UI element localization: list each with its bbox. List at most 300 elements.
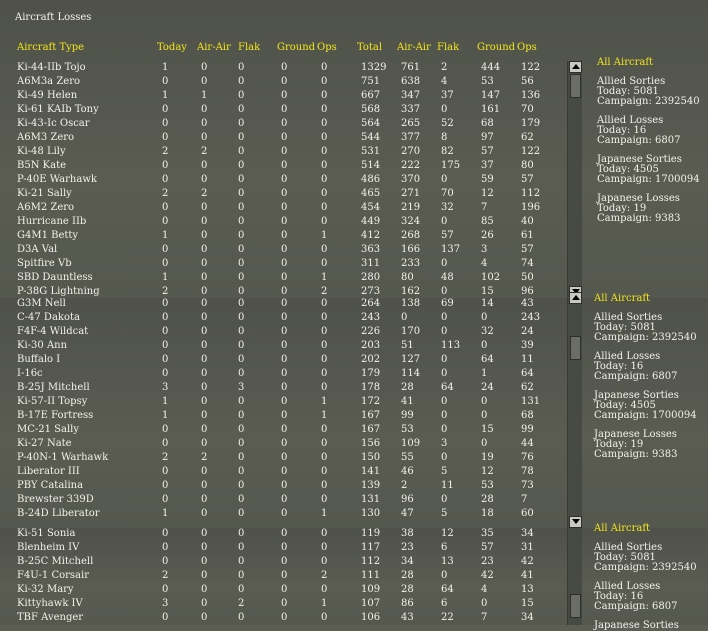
japanese-sorties-label: Japanese Sorties [594,620,679,631]
value-cell: 0 [162,104,169,115]
value-cell: 109 [401,438,421,449]
japanese-losses-label: Japanese Losses [597,193,680,204]
value-cell: 1 [321,410,328,421]
value-cell: 46 [401,466,414,477]
value-cell: 0 [162,556,169,567]
value-cell: 2 [162,188,169,199]
scrollbar[interactable] [567,61,582,298]
value-cell: 0 [162,326,169,337]
value-cell: 0 [162,354,169,365]
value-cell: 0 [321,202,328,213]
window-title: Aircraft Losses [15,12,92,23]
value-cell: 80 [401,272,414,283]
value-cell: 0 [321,584,328,595]
value-cell: 0 [201,528,208,539]
value-cell: 370 [401,174,421,185]
value-cell: 53 [481,480,494,491]
value-cell: 751 [361,76,381,87]
summary-title: All Aircraft [594,293,651,304]
value-cell: 0 [201,160,208,171]
value-cell: 0 [238,612,245,623]
allied-losses-campaign: Campaign: 6807 [597,135,681,146]
value-cell: 39 [521,340,534,351]
japanese-losses-today: Today: 19 [594,439,644,450]
value-cell: 1329 [361,62,387,73]
value-cell: 53 [401,424,414,435]
value-cell: 131 [361,494,381,505]
scroll-thumb[interactable] [570,74,581,98]
value-cell: 2 [238,598,245,609]
value-cell: 0 [441,452,448,463]
value-cell: 0 [321,326,328,337]
value-cell: 0 [281,76,288,87]
value-cell: 1 [162,230,169,241]
value-cell: 0 [321,542,328,553]
value-cell: 0 [162,424,169,435]
value-cell: 0 [321,494,328,505]
value-cell: 363 [361,244,381,255]
value-cell: 82 [441,146,454,157]
aircraft-type-cell: A6M2 Zero [17,202,75,213]
value-cell: 412 [361,230,381,241]
value-cell: 0 [238,244,245,255]
value-cell: 531 [361,146,381,157]
value-cell: 0 [441,424,448,435]
allied-losses-label: Allied Losses [594,351,661,362]
value-cell: 0 [238,76,245,87]
aircraft-type-cell: Ki-48 Lily [17,146,66,157]
value-cell: 0 [162,244,169,255]
value-cell: 114 [401,368,421,379]
header-today-ops[interactable]: Ops [317,42,337,53]
value-cell: 0 [321,258,328,269]
value-cell: 31 [521,542,534,553]
value-cell: 0 [238,312,245,323]
value-cell: 0 [281,424,288,435]
value-cell: 0 [201,382,208,393]
value-cell: 0 [441,104,448,115]
value-cell: 0 [201,466,208,477]
value-cell: 0 [321,424,328,435]
aircraft-type-cell: Spitfire Vb [17,258,72,269]
value-cell: 268 [401,230,421,241]
value-cell: 113 [441,340,461,351]
value-cell: 3 [162,382,169,393]
aircraft-type-cell: Ki-49 Helen [17,90,78,101]
value-cell: 0 [281,202,288,213]
value-cell: 202 [361,354,381,365]
value-cell: 0 [201,556,208,567]
value-cell: 28 [401,584,414,595]
value-cell: 0 [238,354,245,365]
value-cell: 111 [361,570,381,581]
value-cell: 0 [238,90,245,101]
value-cell: 0 [201,286,208,297]
value-cell: 0 [281,340,288,351]
value-cell: 3 [481,244,488,255]
value-cell: 15 [481,286,494,297]
value-cell: 544 [361,132,381,143]
value-cell: 0 [238,508,245,519]
value-cell: 0 [281,466,288,477]
summary-panel [597,58,703,224]
value-cell: 0 [441,286,448,297]
value-cell: 1 [321,396,328,407]
header-total-ground[interactable]: Ground [477,42,516,53]
value-cell: 0 [238,286,245,297]
allied-losses-campaign: Campaign: 6807 [594,601,678,612]
value-cell: 0 [321,62,328,73]
value-cell: 14 [481,298,494,309]
aircraft-type-cell: Ki-21 Sally [17,188,72,199]
header-today-ground[interactable]: Ground [277,42,316,53]
value-cell: 0 [162,340,169,351]
value-cell: 0 [162,612,169,623]
value-cell: 0 [281,556,288,567]
value-cell: 0 [321,118,328,129]
value-cell: 150 [361,452,381,463]
value-cell: 0 [201,508,208,519]
value-cell: 0 [281,160,288,171]
value-cell: 0 [321,340,328,351]
value-cell: 0 [162,258,169,269]
aircraft-type-cell: F4F-4 Wildcat [17,326,89,337]
header-total[interactable]: Total [357,42,383,53]
value-cell: 0 [281,452,288,463]
value-cell: 64 [481,354,494,365]
value-cell: 0 [238,570,245,581]
value-cell: 0 [238,118,245,129]
header-today[interactable]: Today [157,42,187,53]
value-cell: 0 [281,598,288,609]
value-cell: 0 [238,410,245,421]
value-cell: 64 [521,368,534,379]
value-cell: 226 [361,326,381,337]
value-cell: 0 [238,480,245,491]
value-cell: 0 [481,312,488,323]
value-cell: 0 [238,368,245,379]
value-cell: 167 [361,410,381,421]
value-cell: 0 [321,76,328,87]
value-cell: 122 [521,62,541,73]
value-cell: 0 [321,174,328,185]
aircraft-type-cell: A6M3 Zero [17,132,75,143]
losses-panel-bottom [0,523,708,631]
aircraft-type-cell: C-47 Dakota [17,312,80,323]
value-cell: 1 [162,272,169,283]
value-cell: 0 [238,556,245,567]
value-cell: 0 [238,174,245,185]
value-cell: 64 [441,382,454,393]
losses-panel-middle [0,293,708,528]
header-today-flak[interactable]: Flak [238,42,261,53]
aircraft-type-cell: Ki-27 Nate [17,438,72,449]
value-cell: 0 [321,528,328,539]
scrollbar[interactable] [567,298,582,528]
value-cell: 0 [201,216,208,227]
value-cell: 0 [201,174,208,185]
value-cell: 26 [481,230,494,241]
scroll-up-icon[interactable] [569,292,582,304]
value-cell: 0 [441,570,448,581]
value-cell: 0 [238,528,245,539]
value-cell: 70 [521,104,534,115]
value-cell: 55 [401,452,414,463]
value-cell: 0 [201,570,208,581]
value-cell: 0 [481,598,488,609]
value-cell: 0 [162,76,169,87]
value-cell: 0 [238,272,245,283]
value-cell: 78 [521,466,534,477]
value-cell: 53 [481,76,494,87]
value-cell: 0 [321,216,328,227]
value-cell: 7 [481,612,488,623]
value-cell: 0 [201,396,208,407]
value-cell: 0 [281,508,288,519]
value-cell: 2 [162,452,169,463]
header-total-ops[interactable]: Ops [517,42,537,53]
value-cell: 0 [321,90,328,101]
value-cell: 0 [281,118,288,129]
value-cell: 3 [238,382,245,393]
value-cell: 0 [321,382,328,393]
allied-sorties-campaign: Campaign: 2392540 [594,562,697,573]
value-cell: 1 [162,508,169,519]
value-cell: 444 [481,62,501,73]
value-cell: 1 [321,508,328,519]
value-cell: 12 [481,466,494,477]
value-cell: 57 [521,174,534,185]
value-cell: 0 [441,410,448,421]
summary-title: All Aircraft [597,57,654,68]
value-cell: 0 [238,258,245,269]
value-cell: 0 [238,438,245,449]
header-total-flak[interactable]: Flak [437,42,460,53]
value-cell: 0 [441,258,448,269]
value-cell: 15 [521,598,534,609]
value-cell: 280 [361,272,381,283]
value-cell: 449 [361,216,381,227]
allied-losses-today: Today: 16 [594,591,644,602]
value-cell: 162 [401,286,421,297]
aircraft-type-cell: Ki-44-IIb Tojo [17,62,86,73]
value-cell: 271 [401,188,421,199]
value-cell: 0 [238,584,245,595]
losses-panel-top [0,0,708,298]
value-cell: 37 [481,160,494,171]
value-cell: 0 [321,146,328,157]
value-cell: 73 [521,480,534,491]
value-cell: 0 [281,612,288,623]
aircraft-type-cell: Buffalo I [17,354,61,365]
value-cell: 0 [162,160,169,171]
value-cell: 0 [281,410,288,421]
value-cell: 28 [401,570,414,581]
value-cell: 3 [441,438,448,449]
value-cell: 0 [201,272,208,283]
value-cell: 0 [281,146,288,157]
value-cell: 7 [521,494,528,505]
value-cell: 34 [521,612,534,623]
value-cell: 0 [281,62,288,73]
value-cell: 68 [481,118,494,129]
header-total-air-air[interactable]: Air-Air [397,42,431,53]
value-cell: 0 [201,480,208,491]
value-cell: 0 [441,396,448,407]
header-today-air-air[interactable]: Air-Air [197,42,231,53]
value-cell: 102 [481,272,501,283]
value-cell: 347 [401,90,421,101]
value-cell: 0 [321,452,328,463]
value-cell: 0 [201,104,208,115]
value-cell: 0 [162,368,169,379]
aircraft-type-cell: B-25C Mitchell [17,556,94,567]
value-cell: 0 [281,528,288,539]
value-cell: 4 [481,258,488,269]
aircraft-type-cell: Kittyhawk IV [17,598,83,609]
aircraft-type-cell: TBF Avenger [17,612,84,623]
value-cell: 0 [321,354,328,365]
value-cell: 0 [321,104,328,115]
value-cell: 0 [321,556,328,567]
value-cell: 57 [521,244,534,255]
scrollbar[interactable] [567,528,582,625]
value-cell: 0 [281,188,288,199]
value-cell: 1 [162,396,169,407]
value-cell: 68 [521,410,534,421]
scroll-thumb[interactable] [570,336,581,360]
allied-sorties-today: Today: 5081 [597,86,659,97]
aircraft-type-cell: MC-21 Sally [17,424,80,435]
aircraft-type-cell: G3M Nell [17,298,66,309]
allied-sorties-today: Today: 5081 [594,322,656,333]
value-cell: 0 [281,298,288,309]
aircraft-type-cell: B-24D Liberator [17,508,100,519]
value-cell: 136 [521,90,541,101]
value-cell: 0 [441,354,448,365]
value-cell: 568 [361,104,381,115]
value-cell: 0 [281,570,288,581]
value-cell: 167 [361,424,381,435]
aircraft-type-cell: I-16c [17,368,43,379]
value-cell: 2 [321,570,328,581]
aircraft-type-cell: Liberator III [17,466,80,477]
value-cell: 179 [521,118,541,129]
value-cell: 13 [441,556,454,567]
value-cell: 0 [321,132,328,143]
value-cell: 0 [281,174,288,185]
value-cell: 0 [281,244,288,255]
value-cell: 0 [201,118,208,129]
header-aircraft-type[interactable]: Aircraft Type [17,42,85,53]
value-cell: 47 [401,508,414,519]
value-cell: 2 [401,480,408,491]
value-cell: 0 [201,340,208,351]
value-cell: 1 [481,368,488,379]
aircraft-type-cell: Ki-61 KAIb Tony [17,104,99,115]
value-cell: 0 [238,494,245,505]
value-cell: 0 [238,188,245,199]
value-cell: 0 [238,104,245,115]
value-cell: 0 [162,542,169,553]
value-cell: 119 [361,528,381,539]
value-cell: 147 [481,90,501,101]
value-cell: 0 [281,326,288,337]
value-cell: 0 [281,382,288,393]
value-cell: 0 [321,160,328,171]
value-cell: 222 [401,160,421,171]
aircraft-type-cell: G4M1 Betty [17,230,79,241]
value-cell: 96 [521,286,534,297]
value-cell: 0 [162,216,169,227]
value-cell: 0 [162,118,169,129]
value-cell: 1 [321,598,328,609]
value-cell: 96 [401,494,414,505]
aircraft-type-cell: PBY Catalina [17,480,84,491]
value-cell: 3 [162,598,169,609]
value-cell: 60 [521,508,534,519]
value-cell: 61 [521,230,534,241]
scroll-thumb[interactable] [570,594,581,618]
value-cell: 0 [201,438,208,449]
value-cell: 24 [521,326,534,337]
value-cell: 139 [361,480,381,491]
value-cell: 0 [201,542,208,553]
scroll-down-icon[interactable] [569,516,582,528]
value-cell: 44 [521,438,534,449]
value-cell: 19 [481,452,494,463]
value-cell: 0 [238,326,245,337]
value-cell: 107 [361,598,381,609]
value-cell: 1 [321,272,328,283]
value-cell: 161 [481,104,501,115]
value-cell: 138 [401,298,421,309]
aircraft-type-cell: Ki-57-II Topsy [17,396,88,407]
value-cell: 156 [361,438,381,449]
value-cell: 324 [401,216,421,227]
value-cell: 0 [162,174,169,185]
aircraft-type-cell: B5N Kate [17,160,67,171]
value-cell: 0 [201,612,208,623]
value-cell: 0 [321,466,328,477]
value-cell: 0 [321,368,328,379]
value-cell: 69 [441,298,454,309]
value-cell: 0 [321,244,328,255]
value-cell: 311 [361,258,381,269]
value-cell: 0 [281,286,288,297]
value-cell: 270 [401,146,421,157]
value-cell: 0 [201,598,208,609]
value-cell: 7 [481,202,488,213]
value-cell: 0 [201,62,208,73]
value-cell: 0 [201,410,208,421]
aircraft-type-cell: B-25J Mitchell [17,382,90,393]
value-cell: 0 [201,258,208,269]
scroll-up-icon[interactable] [569,61,582,73]
value-cell: 117 [361,542,381,553]
value-cell: 0 [481,438,488,449]
allied-losses-label: Allied Losses [594,581,661,592]
value-cell: 0 [281,396,288,407]
value-cell: 0 [162,584,169,595]
value-cell: 0 [238,160,245,171]
value-cell: 0 [238,424,245,435]
value-cell: 28 [401,382,414,393]
value-cell: 0 [162,438,169,449]
value-cell: 0 [281,312,288,323]
value-cell: 219 [401,202,421,213]
value-cell: 85 [481,216,494,227]
